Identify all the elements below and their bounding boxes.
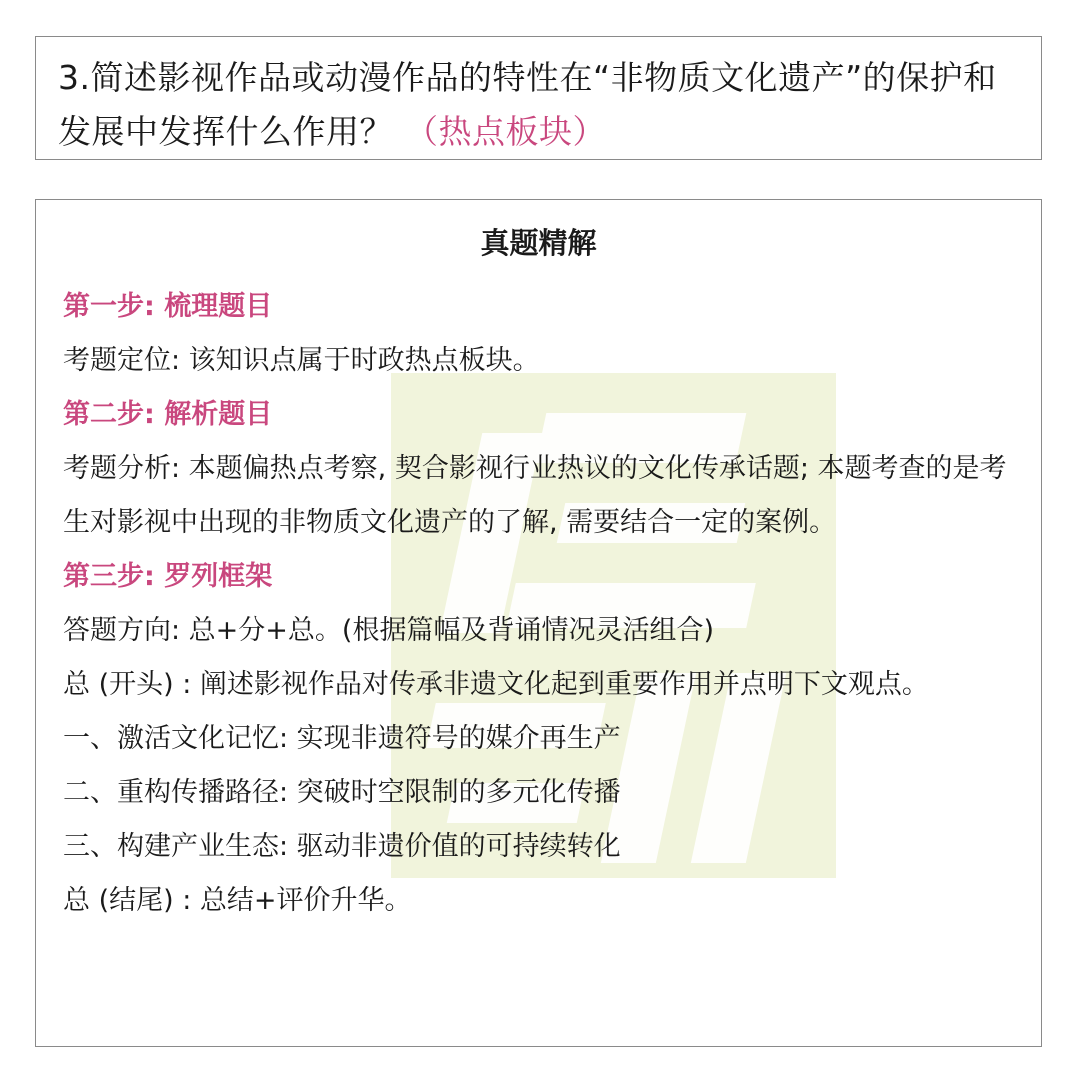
answer-title: 真题精解 [480,226,597,260]
question-tag: （热点板块） [405,112,606,151]
step2-content: 考题分析: 本题偏热点考察, 契合影视行业热议的文化传承话题; 本题考查的是考生对影视中出现的非物质文化遗产的了解, 需要结合一定的案例。 [63,453,1007,538]
question-text [58,51,1021,159]
step3-direction: 答题方向: 总+分+总。(根据篇幅及背诵情况灵活组合) [63,615,714,646]
step3-point-1: 一、激活文化记忆: 实现非遗符号的媒介再生产 [63,723,621,754]
step1-content: 考题定位: 该知识点属于时政热点板块。 [63,345,540,376]
step1-heading: 第一步: 梳理题目 [63,291,273,322]
step3-point-3: 三、构建产业生态: 驱动非遗价值的可持续转化 [63,831,621,862]
step3-heading: 第三步: 罗列框架 [63,561,273,592]
answer-box [35,199,1042,1047]
step3-closing: 总 (结尾) : 总结+评价升华。 [63,885,412,916]
step3-point-2: 二、重构传播路径: 突破时空限制的多元化传播 [63,777,621,808]
step2-heading: 第二步: 解析题目 [63,399,273,430]
question-body: 3.简述影视作品或动漫作品的特性在“非物质文化遗产”的保护和发展中发挥什么作用？ [58,58,997,151]
question-box [35,36,1042,160]
step3-opening: 总 (开头) : 阐述影视作品对传承非遗文化起到重要作用并点明下文观点。 [63,669,929,700]
answer-content [36,228,1041,928]
